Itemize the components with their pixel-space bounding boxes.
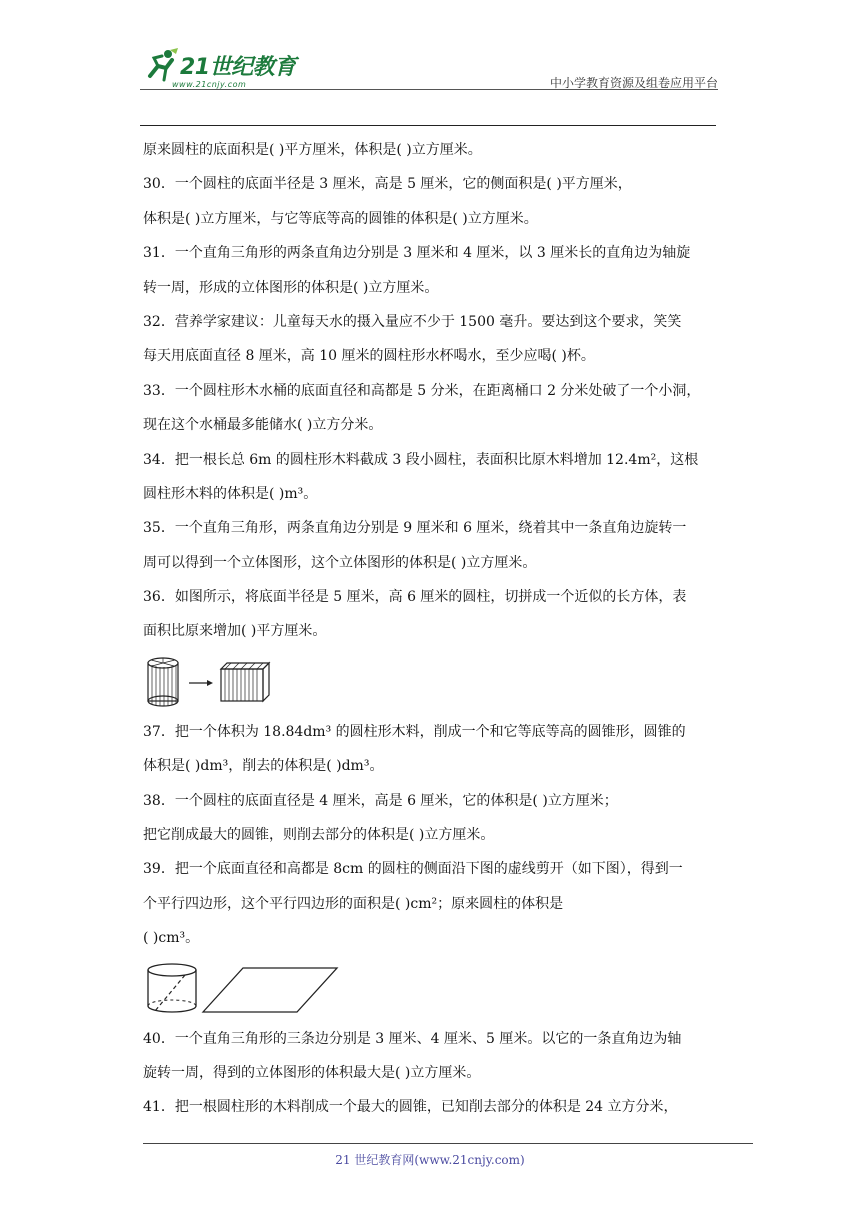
footer-divider	[143, 1143, 753, 1144]
question-31: 31．一个直角三角形的两条直角边分别是 3 厘米和 4 厘米，以 3 厘米长的直角边为轴旋	[143, 245, 691, 262]
page-header	[140, 40, 718, 90]
question-content	[143, 133, 719, 1125]
text-line: ( )cm³。	[143, 930, 200, 947]
question-32: 32．营养学家建议：儿童每天水的摄入量应不少于 1500 毫升。要达到这个要求，笑笑	[143, 313, 682, 330]
content-top-rule	[140, 125, 716, 126]
question-33: 33．一个圆柱形木水桶的底面直径和高都是 5 分米，在距离桶口 2 分米处破了一个小洞，	[143, 382, 701, 399]
question-37: 37．把一个体积为 18.84dm³ 的圆柱形木料，削成一个和它等底等高的圆锥形，圆锥的	[143, 723, 686, 740]
question-36: 36．如图所示，将底面半径是 5 厘米，高 6 厘米的圆柱，切拼成一个近似的长方体，表	[143, 589, 687, 606]
cylinder-unroll-figure	[143, 960, 719, 1018]
text-line: 体积是( )立方厘米，与它等底等高的圆锥的体积是( )立方厘米。	[143, 210, 538, 227]
question-30: 30．一个圆柱的底面半径是 3 厘米，高是 5 厘米，它的侧面积是( )平方厘米，	[143, 176, 632, 193]
question-34: 34．把一根长总 6m 的圆柱形木料截成 3 段小圆柱，表面积比原木料增加 12.4m²，这根	[143, 451, 699, 468]
text-line: 圆柱形木料的体积是( )m³。	[143, 485, 318, 502]
question-38: 38．一个圆柱的底面直径是 4 厘米，高是 6 厘米，它的体积是( )立方厘米；	[143, 792, 618, 809]
page-footer: 21 世纪教育网(www.21cnjy.com)	[335, 1153, 525, 1167]
text-line: 周可以得到一个立体图形，这个立体图形的体积是( )立方厘米。	[143, 554, 537, 571]
platform-title: 中小学教育资源及组卷应用平台	[549, 76, 718, 90]
text-line: 每天用底面直径 8 厘米，高 10 厘米的圆柱形水杯喝水，至少应喝( )杯。	[143, 348, 595, 365]
text-line: 体积是( )dm³，削去的体积是( )dm³。	[143, 758, 384, 775]
question-39: 39．把一个底面直径和高都是 8cm 的圆柱的侧面沿下图的虚线剪开（如下图），得到一	[143, 861, 683, 878]
text-line: 个平行四边形，这个平行四边形的面积是( )cm²；原来圆柱的体积是	[143, 895, 564, 912]
question-40: 40．一个直角三角形的三条边分别是 3 厘米、4 厘米、5 厘米。以它的一条直角边为轴	[143, 1030, 682, 1047]
cylinder-parallelogram-diagram	[143, 960, 343, 1018]
cylinder-to-cuboid-figure	[143, 653, 719, 711]
text-line: 转一周，形成的立体图形的体积是( )立方厘米。	[143, 279, 439, 296]
text-line: 面积比原来增加( )平方厘米。	[143, 623, 327, 640]
text-line: 把它削成最大的圆锥，则削去部分的体积是( )立方厘米。	[143, 827, 495, 844]
header-divider	[140, 89, 718, 90]
question-41: 41．把一根圆柱形的木料削成一个最大的圆锥，已知削去部分的体积是 24 立方分米，	[143, 1099, 678, 1116]
question-35: 35．一个直角三角形，两条直角边分别是 9 厘米和 6 厘米，绕着其中一条直角边旋转一	[143, 520, 687, 537]
logo	[140, 46, 310, 94]
cylinder-cut-diagram	[143, 653, 273, 711]
text-line: 现在这个水桶最多能储水( )立方分米。	[143, 417, 383, 434]
logo-text: 21世纪教育	[180, 55, 296, 80]
logo-url: www.21cnjy.com	[172, 80, 247, 89]
text-line: 原来圆柱的底面积是( )平方厘米，体积是( )立方厘米。	[143, 142, 482, 158]
text-line: 旋转一周，得到的立体图形的体积最大是( )立方厘米。	[143, 1064, 481, 1081]
